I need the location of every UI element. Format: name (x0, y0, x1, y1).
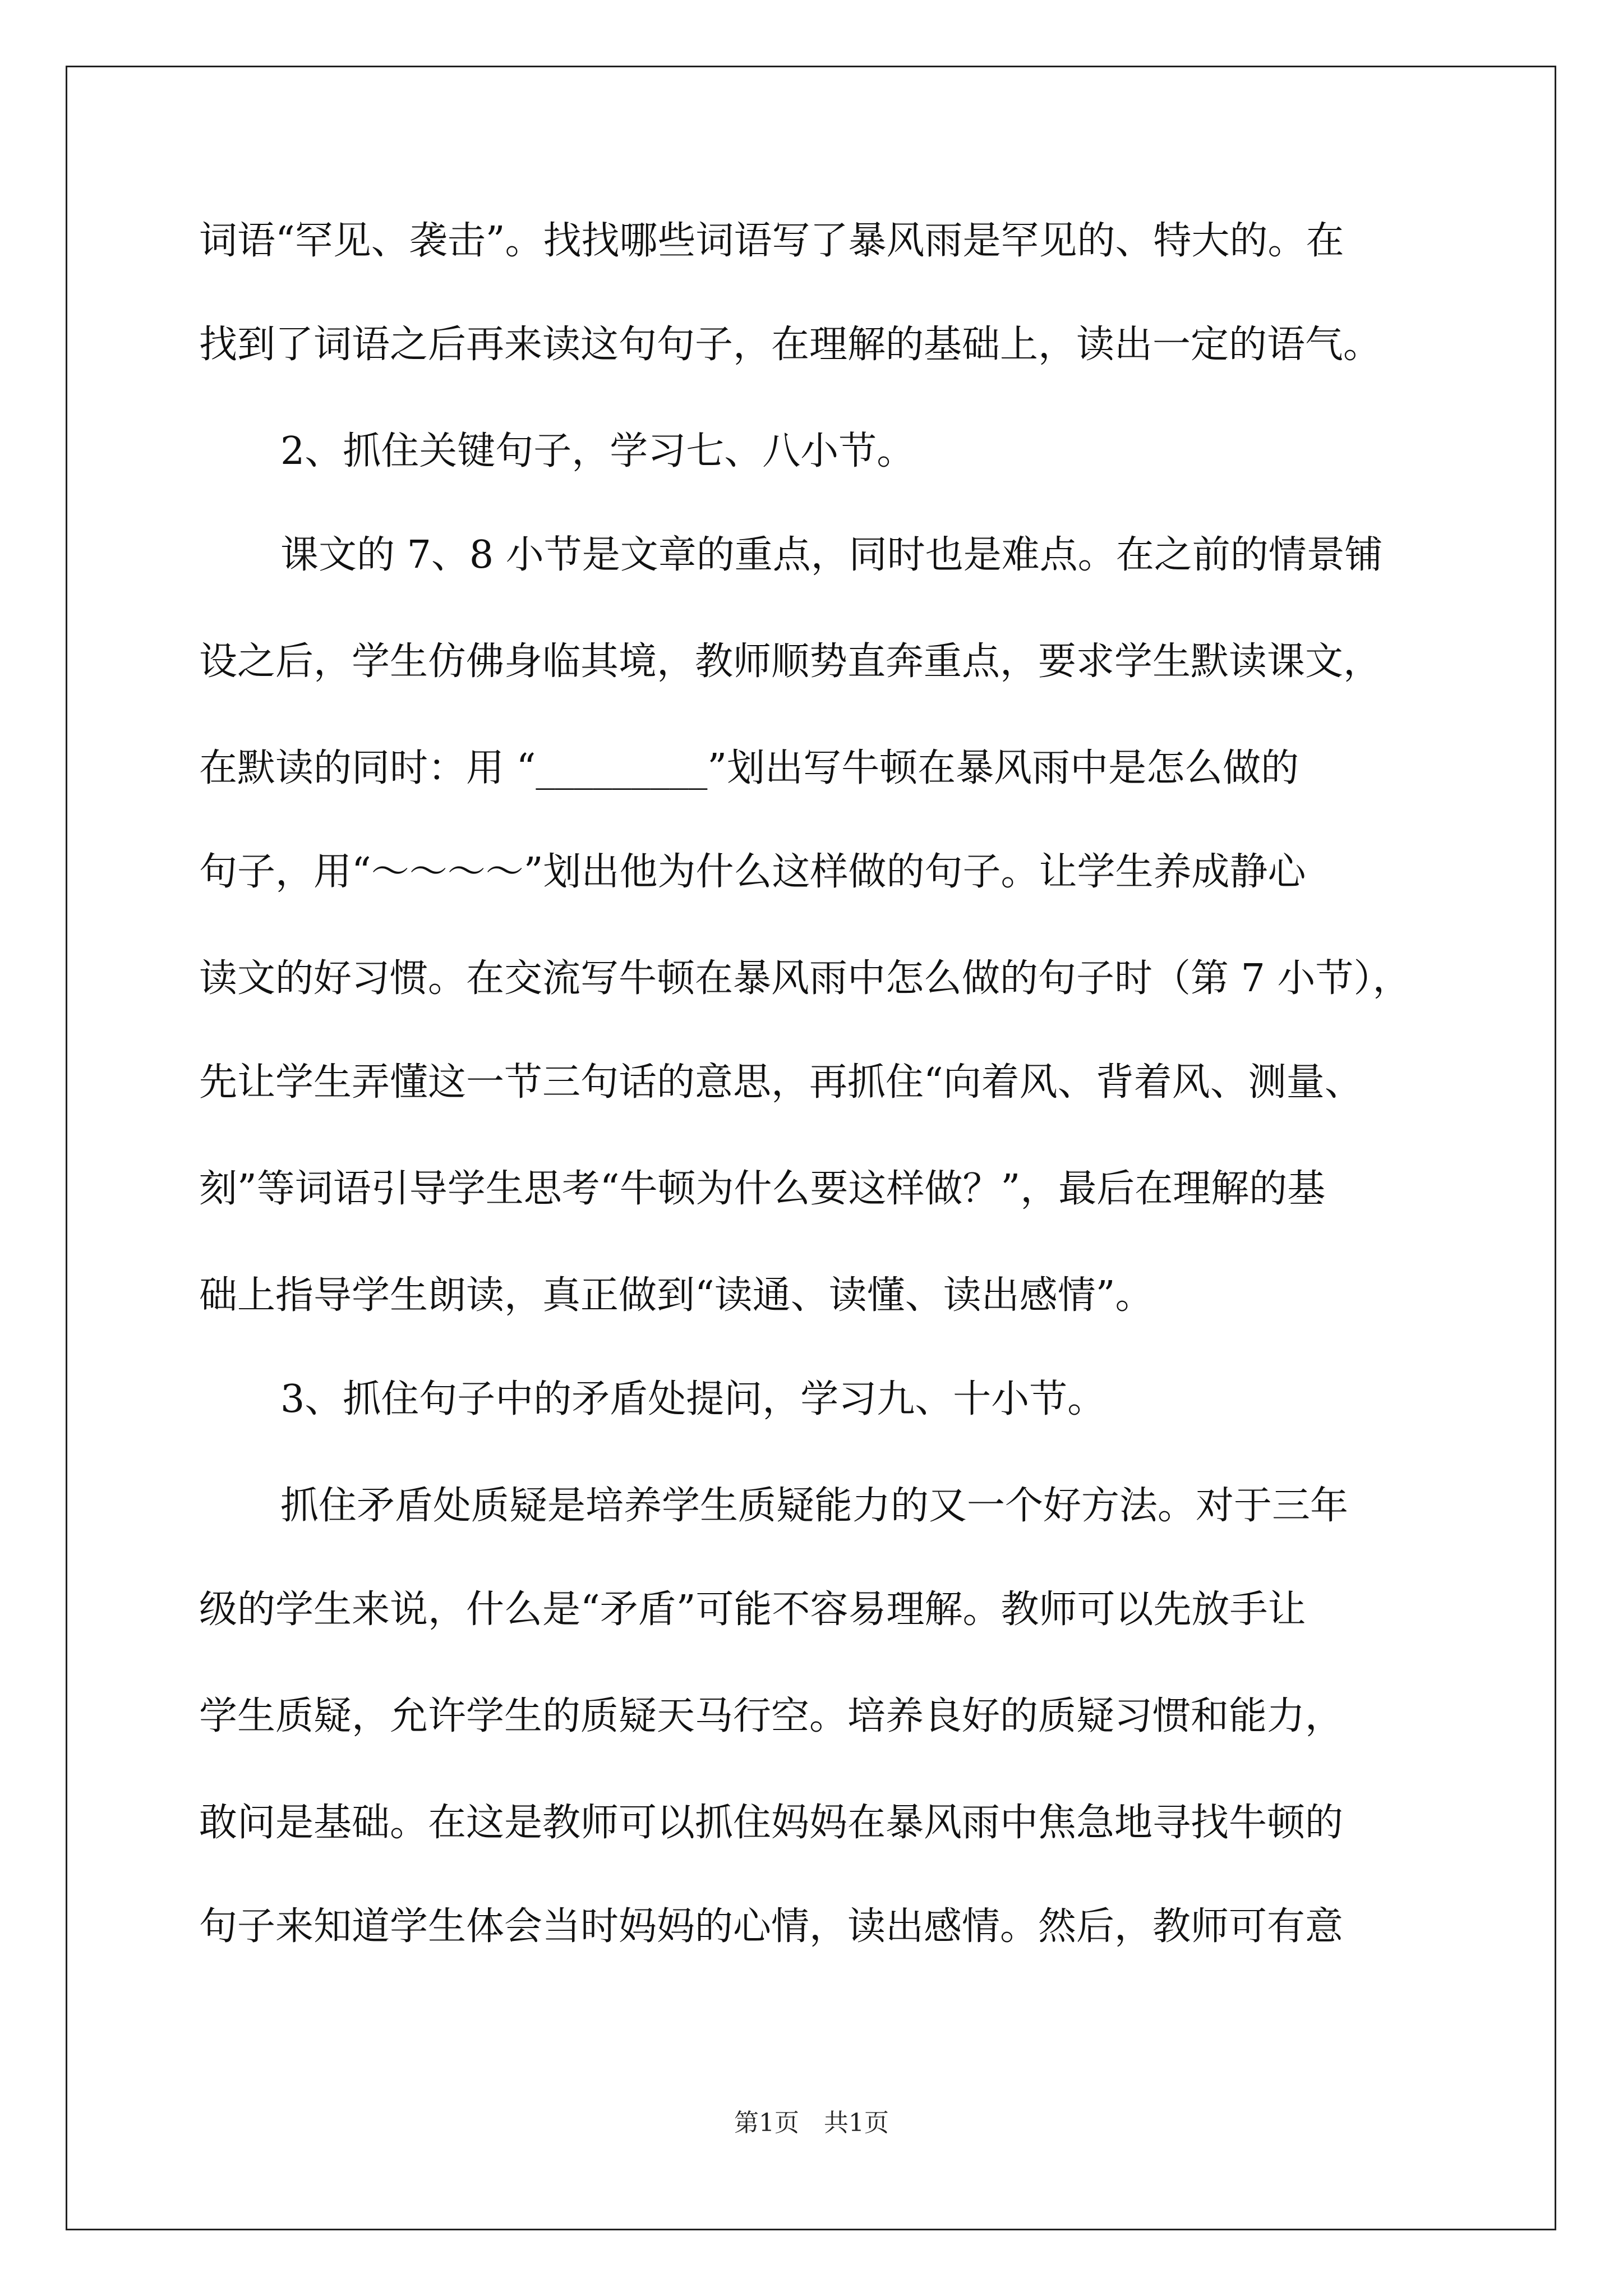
numbered-heading: 3、抓住句子中的矛盾处提问，学习九、十小节。 (280, 1377, 1106, 1421)
text-line: 刻”等词语引导学生思考“牛顿为什么要这样做？”，最后在理解的基 (199, 1167, 1326, 1211)
text-line: 读文的好习惯。在交流写牛顿在暴风雨中怎么做的句子时（第 7 小节）， (199, 956, 1411, 1001)
text-line: 学生质疑，允许学生的质疑天马行空。培养良好的质疑习惯和能力， (199, 1694, 1344, 1738)
numbered-heading: 2、抓住关键句子，学习七、八小节。 (280, 429, 915, 473)
text-line: 敢问是基础。在这是教师可以抓住妈妈在暴风雨中焦急地寻找牛顿的 (199, 1801, 1344, 1845)
text-line: 词语“罕见、袭击”。找找哪些词语写了暴风雨是罕见的、特大的。在 (199, 219, 1344, 263)
text-line: 句子，用“～～～～”划出他为什么这样做的句子。让学生养成静心 (199, 850, 1306, 894)
text-line: 课文的 7、8 小节是文章的重点，同时也是难点。在之前的情景铺 (280, 533, 1383, 577)
text-line: 找到了词语之后再来读这句句子，在理解的基础上，读出一定的语气。 (199, 323, 1382, 367)
page-number-footer: 第1页 共1页 (734, 2109, 889, 2137)
text-line: 句子来知道学生体会当时妈妈的心情，读出感情。然后，教师可有意 (199, 1904, 1344, 1949)
text-line: 级的学生来说，什么是“矛盾”可能不容易理解。教师可以先放手让 (199, 1588, 1306, 1632)
text-line: 抓住矛盾处质疑是培养学生质疑能力的又一个好方法。对于三年 (280, 1484, 1349, 1528)
text-line: 先让学生弄懂这一节三句话的意思，再抓住“向着风、背着风、测量、 (199, 1060, 1363, 1105)
text-line: 在默读的同时：用 “_________”划出写牛顿在暴风雨中是怎么做的 (199, 746, 1299, 790)
text-line: 设之后，学生仿佛身临其境，教师顺势直奔重点，要求学生默读课文， (199, 639, 1382, 684)
text-line: 础上指导学生朗读，真正做到“读通、读懂、读出感情”。 (199, 1273, 1154, 1318)
